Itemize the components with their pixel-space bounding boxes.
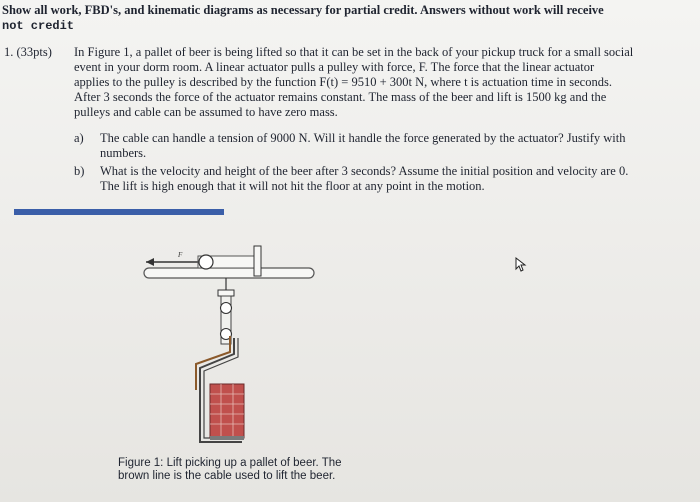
statement-line-5: pulleys and cable can be assumed to have zero mass. xyxy=(74,105,338,119)
lower-pulley-1 xyxy=(221,303,232,314)
instructions-header xyxy=(2,2,700,34)
top-pulley xyxy=(199,255,213,269)
statement-line-2: event in your dorm room. A linear actuator pulls a pulley with force, F. The force that the linear actuator xyxy=(74,60,595,74)
caption-line-1: Figure 1: Lift picking up a pallet of beer. The xyxy=(118,457,342,469)
part-a-line-2: numbers. xyxy=(100,146,147,160)
part-a xyxy=(74,131,625,146)
rail xyxy=(144,268,314,278)
pallet-base xyxy=(210,436,244,440)
part-a-line-1: The cable can handle a tension of 9000 N. Will it handle the force generated by the actuator? Justify with xyxy=(100,131,626,145)
part-b-line-1: What is the velocity and height of the beer after 3 seconds? Assume the initial position and velocity are 0. xyxy=(100,164,629,178)
statement-line-4: After 3 seconds the force of the actuator remains constant. The mass of the beer and lift is 1500 kg and the xyxy=(74,90,607,104)
part-b-line-2: The lift is high enough that it will not hit the floor at any point in the motion. xyxy=(100,179,485,193)
instructions-line-2: not credit xyxy=(2,19,75,33)
force-arrow-icon xyxy=(146,258,154,266)
part-b-continued xyxy=(100,179,485,194)
highlight-bar xyxy=(14,209,224,215)
figure-1-lift-diagram xyxy=(138,242,318,457)
part-a-continued xyxy=(100,146,146,161)
part-b xyxy=(74,164,628,179)
carriage-block xyxy=(218,290,234,296)
mouse-cursor-icon xyxy=(514,256,528,272)
problem-number: 1. (33pts) xyxy=(4,45,52,59)
caption-line-2: brown line is the cable used to lift the beer. xyxy=(118,470,336,482)
force-label: F xyxy=(178,251,183,259)
statement-line-3: applies to the pulley is described by the function F(t) = 9510 + 300t N, where t is actuation time in seconds. xyxy=(74,75,612,89)
figure-caption xyxy=(118,457,358,483)
beer-pallet xyxy=(210,384,244,438)
statement-line-1: In Figure 1, a pallet of beer is being lifted so that it can be set in the back of your pickup truck for a small social xyxy=(74,45,634,59)
part-a-label: a) xyxy=(74,131,84,145)
problem-statement xyxy=(74,45,696,120)
cable-anchor-post xyxy=(254,246,261,276)
instructions-line-1: Show all work, FBD's, and kinematic diagrams as necessary for partial credit. Answers without work will receive xyxy=(2,3,604,17)
part-b-label: b) xyxy=(74,164,85,178)
